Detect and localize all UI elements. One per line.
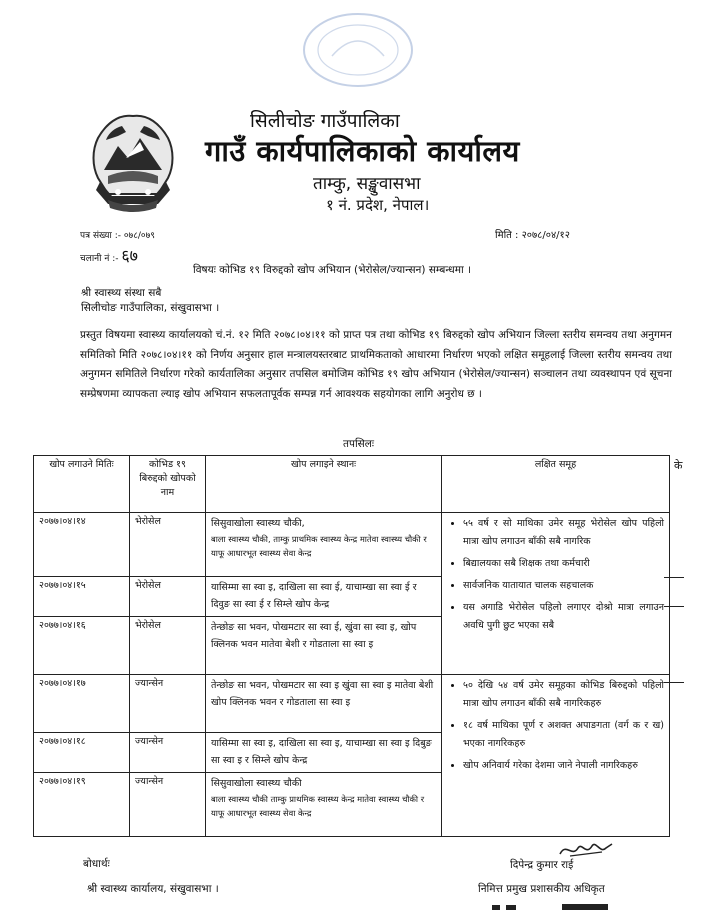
list-item: • ५५ वर्ष र सो माथिका उमेर समूह भेरोसेल खोप पहिलो मात्रा खोप लगाउन बाँकी सबै नागरिक	[463, 515, 664, 551]
header-date: खोप लगाउने मितिः	[34, 456, 130, 513]
row-vaccine: भेरोसेल	[130, 513, 206, 577]
row-vaccine: ज्यान्सेन	[130, 675, 206, 733]
row-place: यासिम्मा सा स्वा इ, दाखिला सा स्वा ई, याचाम्खा सा स्वा ई र दिवुङ सा स्वा ई र सिम्ले खोप केन्द्र	[206, 577, 442, 617]
patra-sankhya	[80, 228, 155, 241]
list-item: • सार्वजनिक यातायात चालक सहचालक	[463, 577, 664, 595]
signatory-title: निमित्त प्रमुख प्रशासकीय अधिकृत	[478, 883, 605, 895]
row-date: २०७७।०४।१७	[34, 675, 130, 733]
cc-recipient: श्री स्वास्थ्य कार्यालय, संखुवासभा ।	[87, 883, 219, 895]
row-place	[206, 513, 442, 577]
row-place-line: सिसुवाखोला स्वास्थ्य चौकी	[211, 778, 302, 789]
row-vaccine: ज्यान्सेन	[130, 733, 206, 773]
list-item: • बिद्यालयका सबै शिक्षक तथा कर्मचारी	[463, 555, 664, 573]
row-vaccine: भेरोसेल	[130, 577, 206, 617]
office-address: ताम्कु, सङ्खुवासभा	[313, 174, 421, 194]
cc-label: बोधार्थः	[83, 858, 110, 870]
table-header-row	[34, 456, 670, 513]
row-vaccine: ज्यान्सेन	[130, 773, 206, 837]
letter-date: मिति : २०७८/०४/१२	[495, 230, 570, 241]
row-date: २०७७।०४।१४	[34, 513, 130, 577]
header-place: खोप लगाइने स्थानः	[206, 456, 442, 513]
municipality-name: सिलीचोङ गाउँपालिका	[250, 110, 400, 132]
target-group-bottom	[442, 675, 670, 837]
office-title: गाउँ कार्यपालिकाको कार्यालय	[205, 134, 520, 168]
list-item: • यस अगाडि भेरोसेल पहिलो लगाएर दोश्रो मात्रा लगाउन अवधि पुगी छुट भएका सबै	[463, 599, 664, 635]
list-item: • १८ वर्ष माथिका पूर्ण र अशक्त अपाङगता (वर्ग क र ख) भएका नागरिकहरु	[463, 717, 664, 753]
cut-off-stamp-fragment	[492, 902, 612, 910]
table-row	[34, 675, 670, 733]
row-place	[206, 773, 442, 837]
nepal-government-emblem	[88, 112, 178, 216]
patra-value: ०७८/०७९	[123, 231, 155, 241]
province-line: १ नं. प्रदेश, नेपाल।	[326, 196, 430, 214]
chalani-label: चलानी नं :-	[80, 254, 119, 264]
chalani-value: ६७	[121, 246, 138, 265]
patra-label: पत्र संख्या :-	[80, 231, 121, 241]
letter-subject: विषयः कोभिड १९ विरुद्दको खोप अभियान (भेरोसेल/ज्यान्सन) सम्बन्धमा ।	[193, 264, 472, 276]
row-place-detail: बाला स्वास्थ्य चौकी, ताम्कु प्राथमिक स्वास्थ्य केन्द्र मातेवा स्वास्थ्य चौकी र याफू आधारभूत स्वास्थ्य सेवा केन्द्र	[211, 534, 427, 558]
row-place: तेन्छोङ सा भवन, पोखमटार सा स्वा इ खुंवा सा स्वा इ मातेवा बेशी खोप क्लिनक भवन र गोडताला सा स्वा इ	[206, 675, 442, 733]
schedule-heading: तपसिलः	[343, 438, 375, 450]
recipient-line2: सिलीचोङ गाउँपालिका, संखुवासभा ।	[81, 302, 220, 314]
list-item: • ५० देखि ५४ वर्ष उमेर समूहका कोभिड बिरुद्दको पहिलो मात्रा खोप लगाउन बाँकी सबै नागरिकहरु	[463, 677, 664, 713]
list-item: • खोप अनिवार्य गरेका देशमा जाने नेपाली नागरिकहरु	[463, 757, 664, 775]
header-vaccine: कोभिड १९ बिरुद्दको खोपको नाम	[130, 456, 206, 513]
table-row	[34, 513, 670, 577]
row-place: यासिम्मा सा स्वा इ, दाखिला सा स्वा इ, याचाम्खा सा स्वा इ दिबुङ सा स्वा इ र सिम्ले खोप केन्द्र	[206, 733, 442, 773]
header-target: लक्षित समूह	[442, 456, 670, 513]
row-place: तेन्छोङ सा भवन, पोखमटार सा स्वा ई, खुंवा सा स्वा इ, खोप क्लिनक भवन मातेवा बेशी र गोडताला सा स्वा इ	[206, 617, 442, 675]
row-vaccine: भेरोसेल	[130, 617, 206, 675]
row-place-line: सिसुवाखोला स्वास्थ्य चौकी,	[211, 518, 305, 529]
row-date: २०७७।०४।१९	[34, 773, 130, 837]
edge-text-fragment: के	[674, 459, 683, 472]
row-date: २०७७।०४।१६	[34, 617, 130, 675]
letter-body: प्रस्तुत विषयमा स्वास्थ्य कार्यालयको चं.नं. १२ मिति २०७८।०४।११ को प्राप्त पत्र तथा कोभिड १९ बिरुद्दको खोप अभियान जिल्ला स्तरीय समन्वय तथा अनुगमन समितिको मिति २०७८।०४।११ को निर्णय अनुसार हाल मन्त्रालयस्तरबाट प्राथमिकताको आधारमा निर्धारण भएको लक्षित समूहलाई जिल्ला स्तरीय समन्वय तथा अनुगमन समितिले निर्धारण गरेको कार्यतालिका अनुसार तपसिल बमोजिम कोभिड १९ खोप अभियान (भेरोसेल/ज्यान्सन) सञ्चालन तथा व्यवस्थापन एवं सूचना सम्प्रेषणमा व्यापकता ल्याइ खोप अभियान सफलतापूर्वक सम्पन्न गर्न आवश्यक सहयोगका लागि अनुरोध छ ।	[80, 329, 672, 400]
row-date: २०७७।०४।१८	[34, 733, 130, 773]
chalani-number	[80, 244, 138, 266]
target-group-top	[442, 513, 670, 675]
vaccination-schedule-table	[33, 455, 670, 837]
recipient-line1: श्री स्वास्थ्य संस्था सबै	[81, 287, 162, 299]
office-seal-stamp	[292, 6, 424, 94]
row-place-detail: बाला स्वास्थ्य चौकी ताम्कु प्राथमिक स्वास्थ्य केन्द्र मातेवा स्वास्थ्य चौकी र याफू आधारभूत स्वास्थ्य सेवा केन्द्र	[211, 794, 425, 818]
signatory-name: दिपेन्द्र कुमार राई	[510, 859, 574, 871]
row-date: २०७७।०४।१५	[34, 577, 130, 617]
